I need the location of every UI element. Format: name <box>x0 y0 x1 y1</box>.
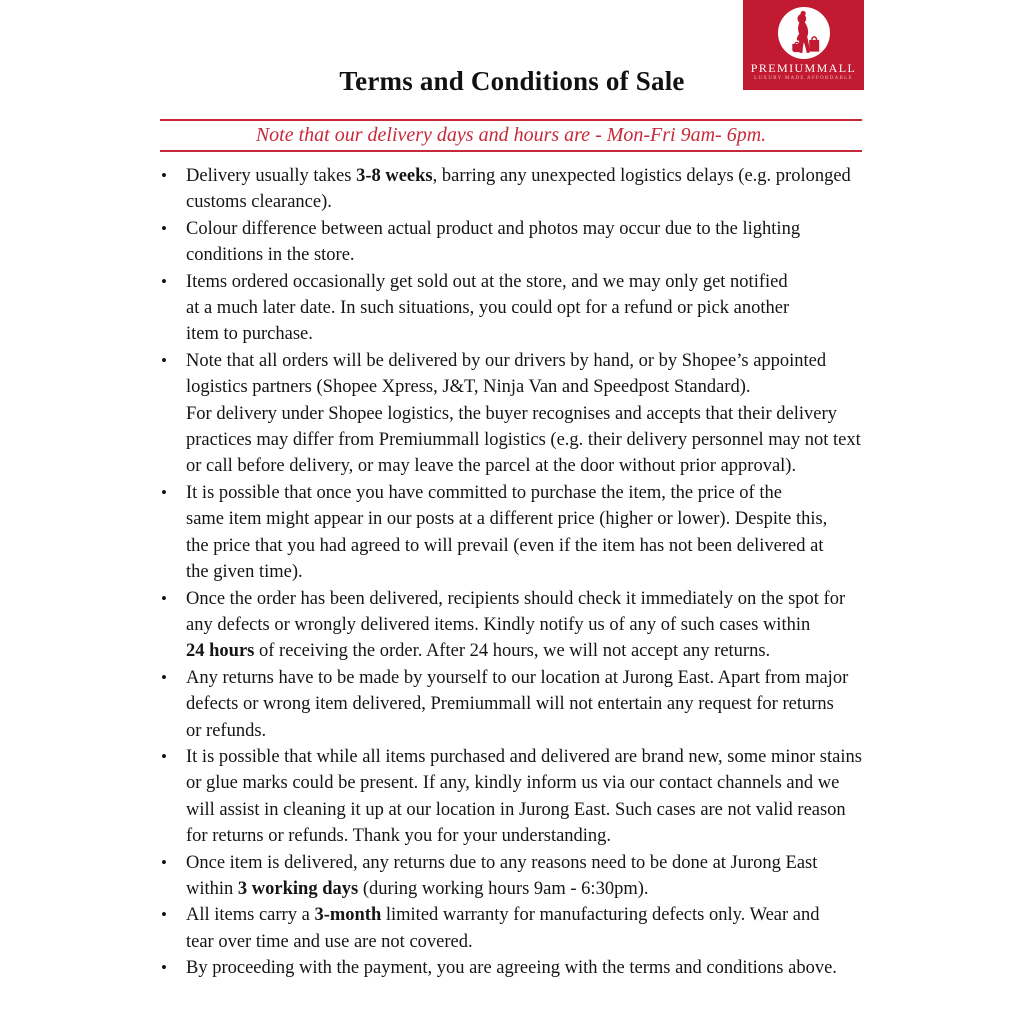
bullet-marker: • <box>161 588 167 608</box>
term-item <box>161 850 901 903</box>
term-item <box>161 269 901 348</box>
term-text <box>186 216 800 269</box>
terms-list <box>161 163 901 982</box>
bullet-marker: • <box>161 482 167 502</box>
term-text <box>186 163 851 216</box>
term-line: 24 hours of receiving the order. After 24 hours, we will not accept any returns. <box>186 641 771 662</box>
term-line: Any returns have to be made by yourself to our location at Jurong East. Apart from major <box>186 667 849 688</box>
term-line: item to purchase. <box>186 324 313 345</box>
term-item <box>161 216 901 269</box>
term-item <box>161 955 901 981</box>
term-line: By proceeding with the payment, you are agreeing with the terms and conditions above. <box>186 958 837 979</box>
term-text <box>186 744 862 850</box>
brand-name: PREMIUMMALL <box>750 61 857 75</box>
term-line: any defects or wrongly delivered items. Kindly notify us of any of such cases within <box>186 614 811 635</box>
bullet-marker: • <box>161 905 167 925</box>
term-line: Note that all orders will be delivered by our drivers by hand, or by Shopee’s appointed <box>186 350 827 371</box>
term-line: Once the order has been delivered, recipients should check it immediately on the spot for <box>186 588 846 609</box>
term-text <box>186 665 848 744</box>
term-line: Items ordered occasionally get sold out at the store, and we may only get notified <box>186 271 788 292</box>
term-item <box>161 163 901 216</box>
term-line: the price that you had agreed to will prevail (even if the item has not been delivered at <box>186 535 824 556</box>
bullet-marker: • <box>161 667 167 687</box>
term-text <box>186 269 789 348</box>
term-text <box>186 586 845 665</box>
term-line: or refunds. <box>186 720 267 741</box>
term-item <box>161 744 901 850</box>
term-line: Once item is delivered, any returns due to any reasons need to be done at Jurong East <box>186 852 818 873</box>
term-text <box>186 480 827 586</box>
term-line: at a much later date. In such situations, you could opt for a refund or pick another <box>186 298 790 319</box>
brand-tagline: LUXURY MADE AFFORDABLE <box>754 76 853 81</box>
term-text <box>186 902 820 955</box>
page-title: Terms and Conditions of Sale <box>339 66 685 96</box>
delivery-hours-note: Note that our delivery days and hours are - Mon-Fri 9am- 6pm. <box>160 119 862 152</box>
term-item <box>161 665 901 744</box>
bullet-marker: • <box>161 218 167 238</box>
term-line: or call before delivery, or may leave the parcel at the door without prior approval). <box>186 456 797 477</box>
term-line: Colour difference between actual product and photos may occur due to the lighting <box>186 218 801 239</box>
term-line: For delivery under Shopee logistics, the buyer recognises and accepts that their delivery <box>186 403 837 424</box>
bullet-marker: • <box>161 746 167 766</box>
term-line: practices may differ from Premiummall logistics (e.g. their delivery personnel may not text <box>186 430 861 451</box>
term-line: same item might appear in our posts at a different price (higher or lower). Despite this, <box>186 509 828 530</box>
bullet-marker: • <box>161 271 167 291</box>
logo-circle <box>778 7 830 59</box>
term-text <box>186 955 837 981</box>
term-line: conditions in the store. <box>186 245 355 266</box>
bullet-marker: • <box>161 852 167 872</box>
term-line: for returns or refunds. Thank you for your understanding. <box>186 826 612 847</box>
term-item <box>161 348 901 480</box>
term-text <box>186 348 861 480</box>
term-line: the given time). <box>186 562 303 583</box>
term-line: It is possible that once you have committed to purchase the item, the price of the <box>186 482 782 503</box>
term-item <box>161 902 901 955</box>
term-item <box>161 586 901 665</box>
bullet-marker: • <box>161 350 167 370</box>
term-line: logistics partners (Shopee Xpress, J&T, Ninja Van and Speedpost Standard). <box>186 377 751 398</box>
term-line: tear over time and use are not covered. <box>186 931 473 952</box>
term-line: or glue marks could be present. If any, kindly inform us via our contact channels and we <box>186 773 840 794</box>
term-line: defects or wrong item delivered, Premiummall will not entertain any request for returns <box>186 694 834 715</box>
term-line: Delivery usually takes 3-8 weeks, barring any unexpected logistics delays (e.g. prolonged <box>186 166 851 186</box>
bullet-marker: • <box>161 166 167 185</box>
term-line: within 3 working days (during working hours 9am - 6:30pm). <box>186 878 649 899</box>
bullet-marker: • <box>161 958 167 978</box>
woman-with-shopping-bags-icon <box>778 7 830 59</box>
term-line: All items carry a 3-month limited warranty for manufacturing defects only. Wear and <box>186 905 820 926</box>
term-text <box>186 850 817 903</box>
term-item <box>161 480 901 586</box>
term-line: customs clearance). <box>186 192 332 213</box>
term-line: will assist in cleaning it up at our location in Jurong East. Such cases are not valid reason <box>186 799 846 820</box>
term-line: It is possible that while all items purchased and delivered are brand new, some minor stains <box>186 746 862 767</box>
